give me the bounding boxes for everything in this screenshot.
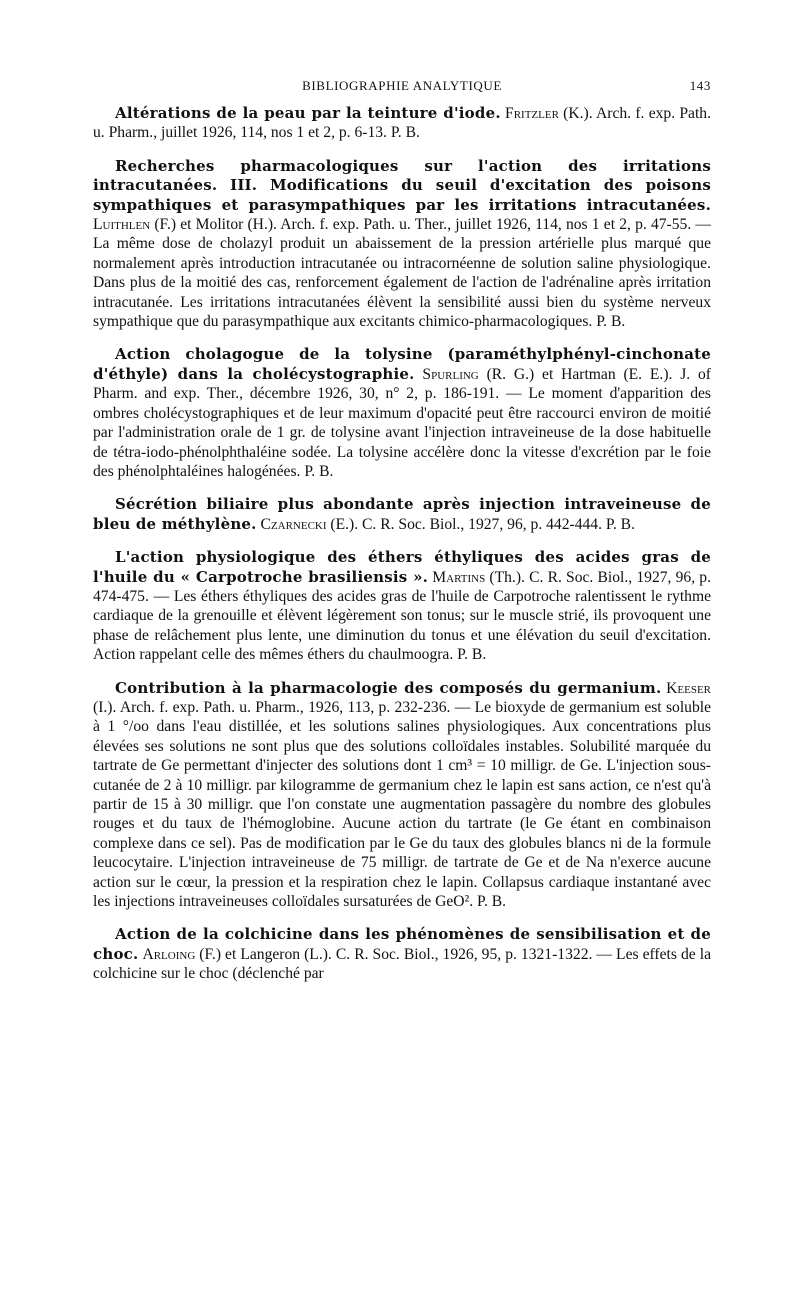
entry-citation: (Th.). C. R. Soc. Biol., 1927, 96, p. 474-475.: [93, 568, 711, 605]
entry-body: — Le moment d'apparition des ombres cholécystographiques et de leur maximum d'opacité peut être raccourci environ de moitié par l'administration orale de 1 gr. de tolysine avant l'injection intraveineuse de la dose habituelle de tétra-iodo-phénolphthaléine sodée. La tolysine accélère donc la vitesse d'excrétion par le foie des phénolphtaléines halogénées.: [93, 385, 711, 480]
entry-initials: P. B.: [477, 893, 507, 911]
entry-initials: P. B.: [605, 515, 635, 533]
bibliography-entry: [93, 345, 711, 481]
entry-authors: Spurling: [422, 365, 479, 383]
entry-citation: (K.). Arch. f. exp. Path. u. Pharm., juillet 1926, 114, nos 1 et 2, p. 6-13.: [93, 105, 711, 142]
entry-title: Action cholagogue de la tolysine (paraméthylphényl-cinchonate d'éthyle) dans la cholécystographie.: [93, 345, 711, 383]
entry-authors: Fritzler: [505, 105, 559, 122]
entry-body: — Les effets de la colchicine sur le choc (déclenché par: [93, 945, 711, 983]
entry-initials: P. B.: [596, 313, 626, 331]
entry-authors: Arloing: [142, 945, 196, 963]
entry-body: — La même dose de cholazyl produit un abaissement de la pression artérielle plus marqué que normalement après introduction intracutanée ou intracornéenne de solution saline physiologique. Dans plus de la moitié des cas, renforcement également de l'action de l'adrénaline après irritation intracutanée. Les irritations intracutanées élèvent la sensibilité aussi bien du système nerveux sympathique que du parasympathique aux excitants chimico-pharmacologiques.: [93, 216, 711, 331]
entry-authors: Keeser: [666, 679, 711, 697]
bibliography-entry: [93, 104, 711, 143]
entry-title: L'action physiologique des éthers éthyliques des acides gras de l'huile du « Carpotroche brasiliensis ».: [93, 548, 711, 586]
entry-citation: (I.). Arch. f. exp. Path. u. Pharm., 1926, 113, p. 232-236.: [93, 698, 451, 716]
running-head: [93, 78, 711, 104]
bibliography-entry: [93, 679, 711, 912]
bibliography-entry: [93, 157, 711, 332]
entry-citation: (R. G.) et Hartman (E. E.). J. of Pharm. and exp. Ther., décembre 1926, 30, n° 2, p. 186-191.: [93, 365, 711, 403]
entry-body: — Le bioxyde de germanium est soluble à 1 °/oo dans l'eau distillée, et les solutions salines physiologiques. Aux concentrations plus élevées ses solutions ne sont plus que des solutions colloïdales instables. Solubilité marquée du tartrate de Ge permettant d'injecter des solutions dont 1 cm³ = 10 milligr. de Ge. L'injection sous-cutanée de 2 à 10 milligr. par kilogramme de germanium chez le lapin est sans action, ce n'est qu'à partir de 15 à 30 milligr. que l'on constate une augmentation passagère du nombre des globules rouges et du taux de l'hémoglobine. Aucune action du tartrate (le Ge étant en combinaison complexe dans ce sel). Pas de modification par le Ge du taux des globules blancs ni de la formule leucocytaire. L'injection intraveineuse de 75 milligr. de tartrate de Ge et de Na n'exerce aucune action sur le cœur, la pression et la respiration chez le lapin. Collapsus cardiaque instantané avec les injections intraveineuses colloïdales sursaturées de GeO².: [93, 698, 711, 911]
entry-initials: P. B.: [304, 462, 334, 480]
entry-citation: (F.) et Langeron (L.). C. R. Soc. Biol., 1926, 95, p. 1321-1322.: [195, 945, 593, 963]
entry-title: Action de la colchicine dans les phénomènes de sensibilisation et de choc.: [93, 925, 711, 963]
running-title: BIBLIOGRAPHIE ANALYTIQUE: [302, 78, 502, 93]
entry-title: Recherches pharmacologiques sur l'action des irritations intracutanées. III. Modifications du seuil d'excitation des poisons sympathiques et parasympathiques par les irritations intracutanées.: [93, 156, 711, 214]
entry-authors: Czarnecki: [260, 515, 327, 533]
bibliography-entry: [93, 548, 711, 664]
entry-title: Altérations de la peau par la teinture d'iode.: [115, 104, 501, 122]
journal-page: [93, 78, 711, 998]
entry-title: Contribution à la pharmacologie des composés du germanium.: [115, 678, 662, 697]
bibliography-entry: [93, 495, 711, 534]
entry-citation: (F.) et Molitor (H.). Arch. f. exp. Path. u. Ther., juillet 1926, 114, nos 1 et 2, p. 47-55.: [150, 216, 692, 234]
entry-body: — Les éthers éthyliques des acides gras de l'huile de Carpotroche ralentissent le rythme cardiaque de la grenouille et élèvent légèrement son tonus; sur le muscle strié, ils provoquent une phase de relâchement plus lente, une diminution du tonus et une élévation du seuil d'excitation. Action rappelant celle des mêmes éthers du chaulmoogra.: [93, 587, 711, 664]
entry-initials: P. B.: [390, 124, 420, 142]
page-number: 143: [689, 78, 711, 93]
bibliography-entry: [93, 925, 711, 983]
entry-authors: Martins: [432, 568, 486, 586]
entry-title: Sécrétion biliaire plus abondante après injection intraveineuse de bleu de méthylène.: [93, 495, 711, 533]
entry-citation: (E.). C. R. Soc. Biol., 1927, 96, p. 442-444.: [326, 515, 603, 533]
entry-initials: P. B.: [457, 646, 487, 664]
entry-authors: Luithlen: [93, 216, 151, 234]
